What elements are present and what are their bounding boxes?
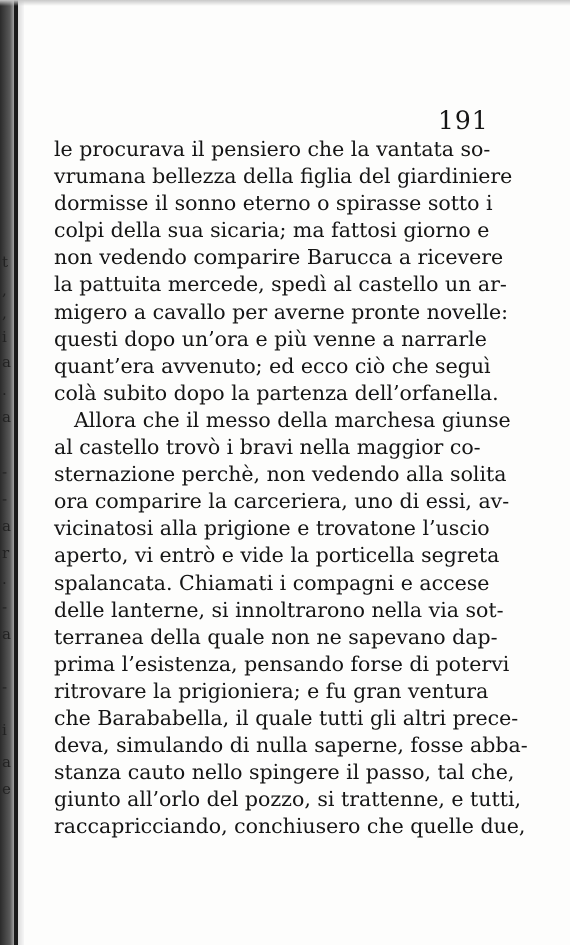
facing-page-glyph: r <box>2 544 10 562</box>
facing-page-glyph: , <box>2 304 7 322</box>
facing-page-glyph: - <box>2 463 8 481</box>
text-line: terranea della quale non ne sapevano dap- <box>54 624 498 649</box>
text-line: aperto, vi entrò e vide la porticella segreta <box>54 543 500 568</box>
text-line: delle lanterne, si innoltrarono nella via sot- <box>54 597 504 622</box>
text-line: prima l’esistenza, pensando forse di potervi <box>54 651 510 676</box>
page-number: 191 <box>438 106 489 135</box>
text-line: deva, simulando di nulla saperne, fosse abba- <box>54 733 528 758</box>
facing-page-glyph: i <box>2 328 7 346</box>
facing-page-glyph: , <box>2 281 7 299</box>
text-line: migero a cavallo per averne pronte novelle: <box>54 299 509 324</box>
text-line: che Barababella, il quale tutti gli altri prece- <box>54 705 519 730</box>
text-line: le procurava il pensiero che la vantata so- <box>54 137 491 161</box>
body-text <box>54 136 528 840</box>
page-top-edge <box>0 0 570 6</box>
facing-page-glyph: a <box>2 517 11 535</box>
text-line: vicinatosi alla prigione e trovatone l’uscio <box>54 516 490 541</box>
text-line: la pattuita mercede, spedì al castello un ar- <box>54 272 507 297</box>
text-line: sternazione perchè, non vedendo alla solita <box>54 462 507 487</box>
text-line: vrumana bellezza della figlia del giardiniere <box>54 164 513 189</box>
text-line: Allora che il messo della marchesa giunse <box>74 407 511 432</box>
facing-page-glyph: . <box>2 381 7 399</box>
text-line: giunto all’orlo del pozzo, si trattenne, e tutti, <box>54 787 522 812</box>
text-line: colà subito dopo la partenza dell’orfanella. <box>54 380 499 405</box>
text-line: non vedendo comparire Barucca a ricevere <box>54 245 504 270</box>
facing-page-glyph: a <box>2 408 11 426</box>
text-line: quant’era avvenuto; ed ecco ciò che seguì <box>54 353 491 378</box>
facing-page-glyph: a <box>2 353 11 371</box>
text-line: ora comparire la carceriera, uno di essi, av- <box>54 489 510 514</box>
text-line: dormisse il sonno eterno o spirasse sotto i <box>54 191 493 216</box>
text-line: spalancata. Chiamati i compagni e accese <box>54 570 490 595</box>
facing-page-glyph: - <box>2 678 8 696</box>
text-line: questi dopo un’ora e più venne a narrarle <box>54 326 487 351</box>
facing-page-glyph: - <box>2 490 8 508</box>
facing-page-glyph: - <box>2 598 8 616</box>
facing-page-glyph: a <box>2 753 11 771</box>
facing-page-glyph: e <box>2 780 11 798</box>
text-line: stanza cauto nello spingere il passo, tal che, <box>54 760 515 785</box>
facing-page-fragments <box>0 0 12 945</box>
text-line: colpi della sua sicaria; ma fattosi giorno e <box>54 218 490 243</box>
book-binding-edge <box>14 0 18 945</box>
facing-page-glyph: . <box>2 570 7 588</box>
text-line: al castello trovò i bravi nella maggior co- <box>54 435 481 460</box>
facing-page-glyph: i <box>2 721 7 739</box>
text-line: ritrovare la prigioniera; e fu gran ventura <box>54 678 489 703</box>
facing-page-glyph: a <box>2 625 11 643</box>
facing-page-glyph: t <box>2 253 9 271</box>
text-line: raccapricciando, conchiusero che quelle due, <box>54 814 526 839</box>
